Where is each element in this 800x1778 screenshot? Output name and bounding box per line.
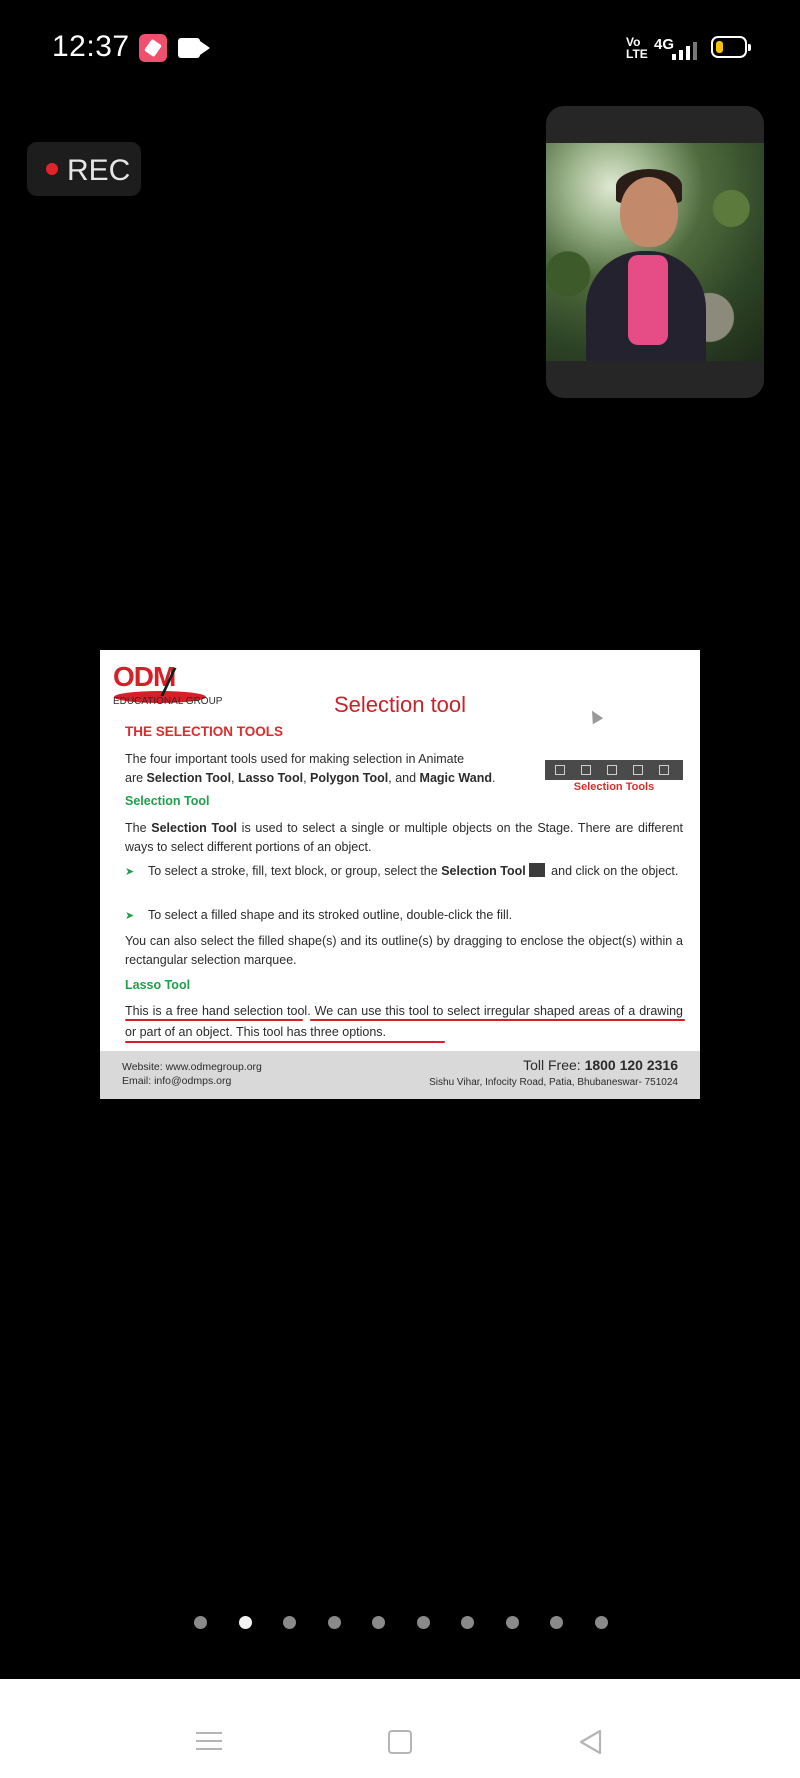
subselection-tool-icon [581, 765, 591, 775]
camera-preview[interactable] [546, 106, 764, 398]
magic-wand-icon [659, 765, 669, 775]
section-heading: THE SELECTION TOOLS [125, 724, 284, 739]
volte-indicator: Vo LTE [626, 35, 648, 61]
battery-icon [711, 36, 747, 58]
status-bar [0, 0, 800, 96]
lasso-paragraph: This is a free hand selection tool. We can use this tool to select irregular shaped areas of a drawing or part of an object. This tool has three options. [125, 1004, 683, 1039]
annotation-underline [125, 1019, 303, 1021]
lasso-tool-icon [633, 765, 643, 775]
selection-tool-icon [529, 863, 545, 877]
recent-apps-icon[interactable] [196, 1729, 222, 1753]
page-dot[interactable] [283, 1616, 296, 1629]
clock: 12:37 [52, 30, 130, 63]
page-dot[interactable] [595, 1616, 608, 1629]
signal-icon [672, 40, 698, 60]
page-dot[interactable] [506, 1616, 519, 1629]
video-camera-icon [178, 38, 200, 58]
back-icon[interactable] [576, 1728, 604, 1756]
selection-tool-heading: Selection Tool [125, 794, 210, 808]
footer-email: Email: info@odmps.org [122, 1075, 232, 1087]
page-dot[interactable] [461, 1616, 474, 1629]
intro-line: The four important tools used for making selection in Animate [125, 752, 465, 766]
recording-indicator[interactable] [27, 142, 141, 196]
presentation-slide[interactable]: ODM EDUCATIONAL GROUP Selection tool THE SELECTION TOOLS The four important tools used for making selection in Animate are Selection Tool, Lasso Tool, Polygon Tool, and Magic Wand. Selection Tools Selection Tool The Selection Tool is used to select a single or multiple objects on the Stage. There are different ways to select different portions of an object. ➤ To select a stroke, fill, text block, or group, select the Selection Tool and click on the object. ➤ To select a filled shape and its stroked outline, double-click the fill. You can also select the filled shape(s) and its outline(s) by dragging to enclose the object(s) within a rectangular selection marquee. Lasso Tool This is a free hand selection tool. We can use this tool to select irregular shaped areas of a drawing or part of an object. This tool has three options. Website: www.odmegroup.org Email: info@odmps.org Toll Free: 1800 120 2316 Sishu Vihar, Infocity Road, Patia, Bhubaneswar- 751024 [100, 650, 700, 1099]
selection-tool-paragraph: The Selection Tool is used to select a single or multiple objects on the Stage. There are different ways to select different portions of an object. [125, 821, 683, 854]
footer-toll-free: Toll Free: 1800 120 2316 [523, 1057, 678, 1073]
annotation-underline [125, 1041, 445, 1043]
page-dot[interactable] [328, 1616, 341, 1629]
slide-footer [100, 1051, 700, 1099]
page-dot[interactable] [550, 1616, 563, 1629]
bullet-arrow-icon [125, 862, 139, 881]
battery-fill [716, 41, 723, 53]
camera-photo [546, 143, 764, 361]
toolbar-caption: Selection Tools [573, 781, 655, 793]
record-dot-icon [46, 163, 58, 175]
page-indicator[interactable] [0, 1616, 800, 1632]
navigation-bar [0, 1679, 800, 1778]
logo-brand: ODM [113, 661, 176, 692]
marquee-paragraph: You can also select the filled shape(s) and its outline(s) by dragging to enclose the object(s) within a rectangular selection marquee. [125, 934, 683, 967]
footer-address: Sishu Vihar, Infocity Road, Patia, Bhubaneswar- 751024 [429, 1077, 678, 1088]
screen-recorder-app-icon [139, 34, 167, 62]
selection-tool-icon [555, 765, 565, 775]
annotation-underline [310, 1019, 685, 1021]
slide-title: Selection tool [333, 692, 467, 717]
network-type: 4G [654, 36, 675, 53]
recording-label: REC [67, 154, 131, 187]
intro-paragraph [125, 750, 535, 788]
logo-subtitle: EDUCATIONAL GROUP [113, 696, 223, 707]
page-dot[interactable] [239, 1616, 252, 1629]
free-transform-icon [607, 765, 617, 775]
lasso-tool-heading: Lasso Tool [125, 978, 191, 992]
intro-line: are Selection Tool, Lasso Tool, Polygon Tool, and Magic Wand. [125, 771, 496, 785]
footer-website: Website: www.odmegroup.org [122, 1061, 262, 1073]
bullet-arrow-icon [125, 906, 139, 925]
page-dot[interactable] [194, 1616, 207, 1629]
page-dot[interactable] [372, 1616, 385, 1629]
selection-tools-toolbar [545, 760, 683, 780]
home-icon[interactable] [388, 1730, 412, 1754]
page-dot[interactable] [417, 1616, 430, 1629]
